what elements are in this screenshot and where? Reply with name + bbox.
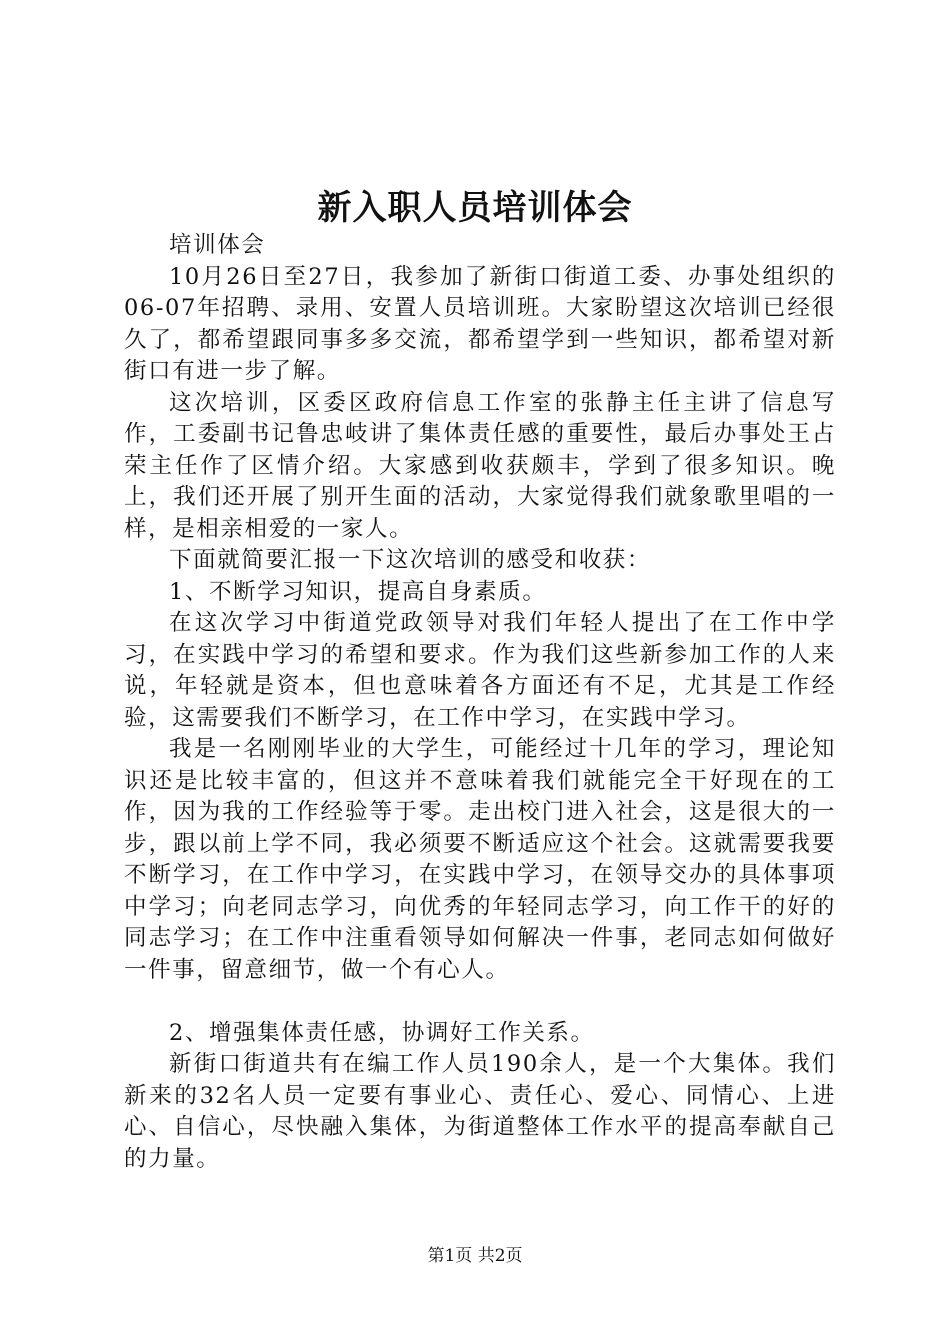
document-title: 新入职人员培训体会 <box>317 188 633 228</box>
paragraph-heading: 培训体会 <box>169 232 266 258</box>
document-body <box>124 230 836 1175</box>
paragraph: 这次培训，区委区政府信息工作室的张静主任主讲了信息写作，工委副书记鲁忠岐讲了集体责任感的重要性，最后办事处王占荣主任作了区情介绍。大家感到收获颇丰，学到了很多知识。晚上，我们还开展了别开生面的活动，大家觉得我们就象歌里唱的一样，是相亲相爱的一家人。 <box>124 389 836 542</box>
paragraph: 在这次学习中街道党政领导对我们年轻人提出了在工作中学习，在实践中学习的希望和要求。作为我们这些新参加工作的人来说，年轻就是资本，但也意味着各方面还有不足，尤其是工作经验，这需要我们不断学习，在工作中学习，在实践中学习。 <box>124 610 836 731</box>
section-heading: 1、不断学习知识，提高自身素质。 <box>169 578 547 605</box>
paragraph: 10月26日至27日，我参加了新街口街道工委、办事处组织的06-07年招聘、录用、安置人员培训班。大家盼望这次培训已经很久了，都希望跟同事多多交流，都希望学到一些知识，都希望对新街口有进一步了解。 <box>124 263 836 384</box>
paragraph: 我是一名刚刚毕业的大学生，可能经过十几年的学习，理论知识还是比较丰富的，但这并不意味着我们就能完全干好现在的工作，因为我的工作经验等于零。走出校门进入社会，这是很大的一步，跟以前上学不同，我必须要不断适应这个社会。这就需要我要不断学习，在工作中学习，在实践中学习，在领导交办的具体事项中学习；向老同志学习，向优秀的年轻同志学习，向工作干的好的同志学习；在工作中注重看领导如何解决一件事，老同志如何做好一件事，留意细节，做一个有心人。 <box>124 736 836 983</box>
paragraph: 新街口街道共有在编工作人员190余人，是一个大集体。我们新来的32名人员一定要有事业心、责任心、爱心、同情心、上进心、自信心，尽快融入集体，为街道整体工作水平的提高奉献自己的力量。 <box>124 1051 836 1172</box>
paragraph: 下面就简要汇报一下这次培训的感受和收获： <box>169 547 652 573</box>
section-heading: 2、增强集体责任感，协调好工作关系。 <box>169 1019 595 1046</box>
page-footer: 第1页 共2页 <box>427 1246 523 1266</box>
